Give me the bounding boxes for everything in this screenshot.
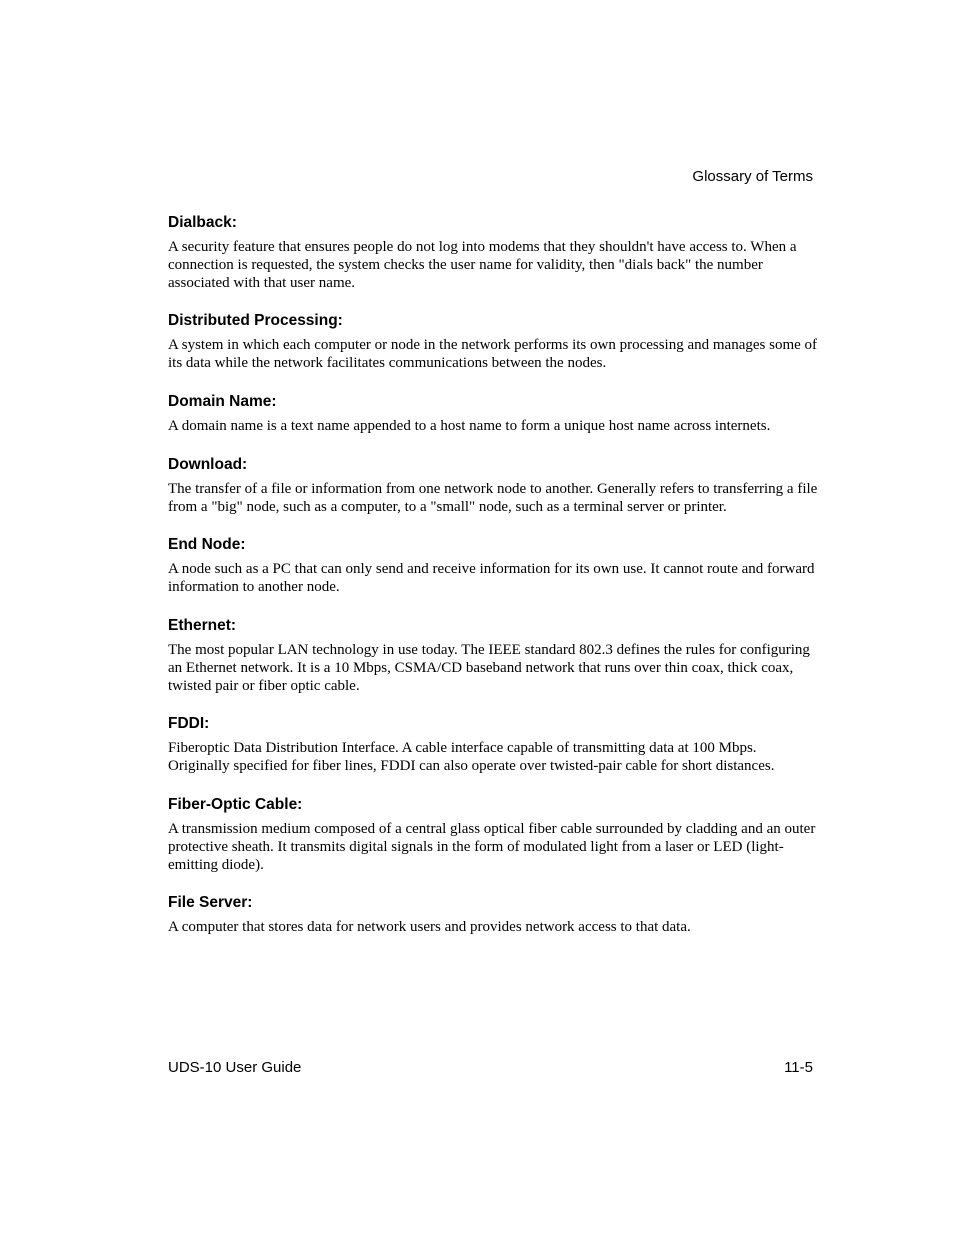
glossary-term: Dialback: <box>168 214 237 231</box>
glossary-term: Download: <box>168 455 248 473</box>
glossary-definition: The most popular LAN technology in use today. The IEEE standard 802.3 defines the rules for configuring an Ethernet network. It is a 10 Mbps, CSMA/CD baseband network that runs over thin coax, thick coax, twisted pair or fiber optic cable. <box>168 641 810 694</box>
glossary-term: End Node: <box>168 536 246 554</box>
glossary-term: Ethernet: <box>168 616 237 634</box>
glossary-entry <box>168 616 818 695</box>
glossary-entry <box>168 455 818 517</box>
glossary-definition: A domain name is a text name appended to a host name to form a unique host name across internets. <box>168 417 771 434</box>
glossary-term: Fiber-Optic Cable: <box>168 795 303 813</box>
glossary-definition: A system in which each computer or node in the network performs its own processing and manages some of its data while the network facilitates communications between the nodes. <box>168 337 818 372</box>
glossary-entry <box>168 795 818 874</box>
glossary-entry <box>168 714 818 776</box>
glossary-definition: A node such as a PC that can only send and receive information for its own use. It cannot route and forward information to another node. <box>168 561 815 596</box>
glossary-definition: The transfer of a file or information from one network node to another. Generally refers to transferring a file from a "big" node, such as a computer, to a "small" node, such as a terminal server or printer. <box>168 480 818 515</box>
glossary-content <box>168 213 818 956</box>
glossary-entry <box>168 213 818 292</box>
glossary-definition: A computer that stores data for network users and provides network access to that data. <box>168 919 691 936</box>
glossary-entry <box>168 392 818 436</box>
glossary-definition: Fiberoptic Data Distribution Interface. A cable interface capable of transmitting data at 100 Mbps. Originally specified for fiber lines, FDDI can also operate over twisted-pair cable for short distances. <box>168 740 775 775</box>
glossary-term: Distributed Processing: <box>168 312 343 330</box>
glossary-definition: A security feature that ensures people do not log into modems that they shouldn't have access to. When a connection is requested, the system checks the user name for validity, then "dials back" the number associated with that user name. <box>168 239 797 291</box>
glossary-term: Domain Name: <box>168 392 277 410</box>
glossary-definition: A transmission medium composed of a central glass optical fiber cable surrounded by cladding and an outer protective sheath. It transmits digital signals in the form of modulated light from a laser or LED (light-emitting diode). <box>168 820 816 873</box>
glossary-term: File Server: <box>168 894 253 912</box>
running-header: Glossary of Terms <box>692 168 813 185</box>
footer-document-title: UDS-10 User Guide <box>168 1059 302 1076</box>
footer-page-number: 11-5 <box>784 1059 813 1076</box>
glossary-entry <box>168 893 818 937</box>
glossary-entry <box>168 311 818 373</box>
glossary-term: FDDI: <box>168 715 210 733</box>
glossary-entry <box>168 535 818 597</box>
